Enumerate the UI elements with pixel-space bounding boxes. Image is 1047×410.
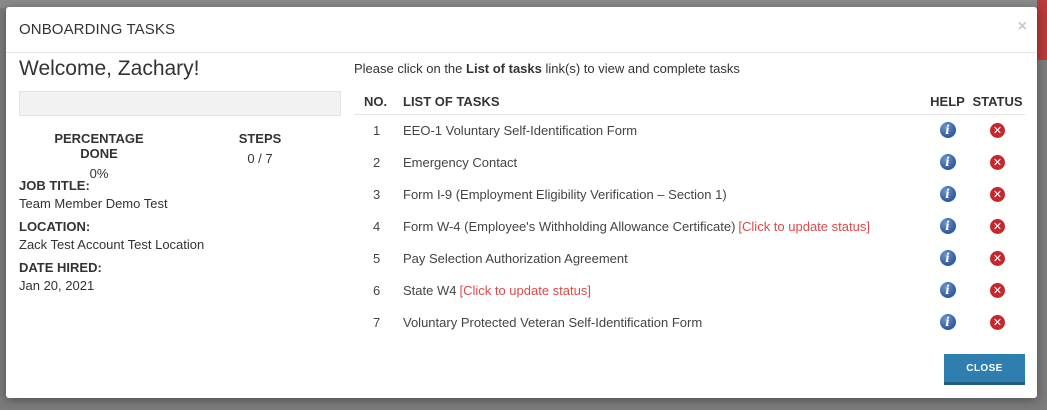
modal-title: ONBOARDING TASKS [19, 21, 176, 38]
task-link[interactable]: Voluntary Protected Veteran Self-Identification Form [403, 314, 703, 330]
date-hired-value: Jan 20, 2021 [19, 278, 95, 293]
column-list-of-tasks: LIST OF TASKS [403, 90, 925, 114]
incomplete-x-icon: ✕ [990, 155, 1005, 170]
task-number: 2 [373, 154, 381, 170]
task-cell [403, 114, 925, 146]
incomplete-x-icon: ✕ [990, 251, 1005, 266]
task-number: 4 [373, 218, 381, 234]
steps [235, 131, 285, 166]
task-number: 7 [373, 314, 381, 330]
instructions-bold: List of tasks [466, 61, 542, 76]
status-cell [970, 210, 1025, 242]
location-value: Zack Test Account Test Location [19, 237, 205, 252]
date-hired-label: DATE HIRED: [19, 260, 102, 275]
incomplete-x-icon: ✕ [990, 219, 1005, 234]
job-title-value: Team Member Demo Test [19, 196, 168, 211]
info-icon[interactable]: i [940, 314, 956, 330]
task-cell [403, 178, 925, 210]
column-status: STATUS [970, 90, 1025, 114]
modal-header [6, 7, 1037, 53]
column-no: NO. [354, 90, 403, 114]
info-icon[interactable]: i [940, 282, 956, 298]
task-cell [403, 146, 925, 178]
status-cell [970, 274, 1025, 306]
info-icon[interactable]: i [940, 186, 956, 202]
task-table [354, 90, 1025, 338]
help-cell [925, 114, 970, 146]
task-row [354, 178, 1025, 210]
close-button[interactable]: CLOSE [944, 354, 1025, 385]
progress-bar [19, 91, 341, 116]
employee-info [19, 178, 341, 293]
task-number: 5 [373, 250, 381, 266]
incomplete-x-icon: ✕ [990, 123, 1005, 138]
help-cell [925, 274, 970, 306]
status-cell [970, 114, 1025, 146]
status-cell [970, 146, 1025, 178]
column-help: HELP [925, 90, 970, 114]
task-cell [403, 274, 925, 306]
info-icon[interactable]: i [940, 250, 956, 266]
task-number: 1 [373, 122, 381, 138]
employee-summary [19, 53, 341, 301]
task-cell [403, 306, 925, 338]
percentage-value: 0% [89, 166, 109, 181]
task-link[interactable]: Form W-4 (Employee's Withholding Allowance Certificate) [403, 218, 736, 234]
page-backdrop-accent [1037, 0, 1047, 60]
status-cell [970, 306, 1025, 338]
location-label: LOCATION: [19, 219, 91, 234]
info-icon[interactable]: i [940, 218, 956, 234]
update-status-link[interactable]: [Click to update status] [459, 282, 591, 298]
progress-stats [19, 131, 341, 181]
task-row [354, 146, 1025, 178]
job-title-label: JOB TITLE: [19, 178, 90, 193]
task-number: 6 [373, 282, 381, 298]
welcome-heading: Welcome, Zachary! [19, 57, 200, 80]
task-table-body [354, 114, 1025, 338]
steps-value: 0 / 7 [247, 151, 273, 166]
percentage-label: PERCENTAGE DONE [54, 131, 144, 161]
instructions-pre: Please click on the [354, 61, 467, 76]
task-row [354, 274, 1025, 306]
help-cell [925, 242, 970, 274]
help-cell [925, 178, 970, 210]
task-link[interactable]: State W4 [403, 282, 457, 298]
task-row [354, 306, 1025, 338]
task-panel [354, 53, 1025, 338]
help-cell [925, 146, 970, 178]
task-row [354, 210, 1025, 242]
task-number: 3 [373, 186, 381, 202]
status-cell [970, 178, 1025, 210]
task-cell [403, 210, 925, 242]
incomplete-x-icon: ✕ [990, 315, 1005, 330]
incomplete-x-icon: ✕ [990, 283, 1005, 298]
info-icon[interactable]: i [940, 122, 956, 138]
close-icon[interactable]: × [1017, 18, 1027, 35]
task-link[interactable]: Emergency Contact [403, 154, 518, 170]
task-link[interactable]: EEO-1 Voluntary Self-Identification Form [403, 122, 638, 138]
help-cell [925, 210, 970, 242]
instructions-text [354, 61, 1025, 76]
task-row [354, 242, 1025, 274]
steps-label: STEPS [238, 131, 282, 146]
task-link[interactable]: Pay Selection Authorization Agreement [403, 250, 628, 266]
task-row [354, 114, 1025, 146]
help-cell [925, 306, 970, 338]
incomplete-x-icon: ✕ [990, 187, 1005, 202]
percentage-done [34, 131, 164, 181]
onboarding-modal [6, 7, 1037, 398]
task-link[interactable]: Form I-9 (Employment Eligibility Verification – Section 1) [403, 186, 727, 202]
update-status-link[interactable]: [Click to update status] [738, 218, 870, 234]
instructions-post: link(s) to view and complete tasks [541, 61, 740, 76]
task-table-header [354, 90, 1025, 114]
status-cell [970, 242, 1025, 274]
task-cell [403, 242, 925, 274]
info-icon[interactable]: i [940, 154, 956, 170]
